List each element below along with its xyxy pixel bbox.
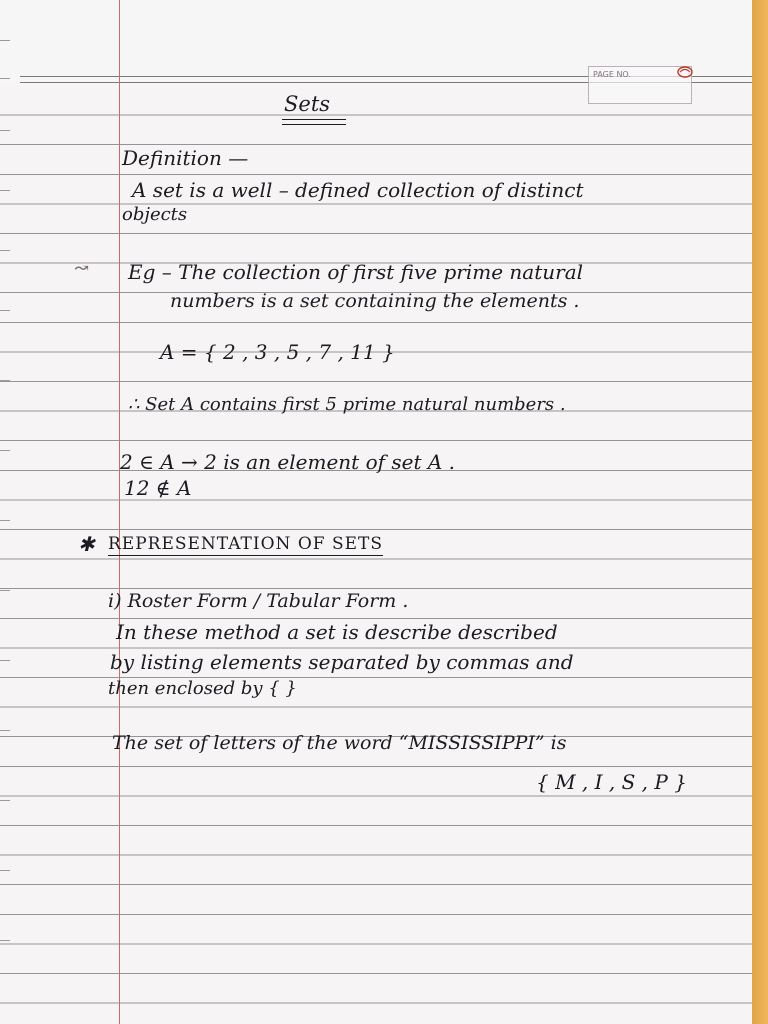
binding-mark <box>0 130 10 131</box>
page-title: Sets <box>284 92 331 116</box>
margin-mark: ↝ <box>74 258 90 279</box>
element-of-text: 2 ∈ A → 2 is an element of set A . <box>120 450 456 474</box>
binding-mark <box>0 940 10 941</box>
binding-mark <box>0 870 10 871</box>
binding-mark <box>0 310 10 311</box>
section-heading: REPRESENTATION OF SETS <box>108 534 383 554</box>
binding-mark <box>0 590 10 591</box>
brand-logo-icon <box>676 64 694 80</box>
binding-mark <box>0 78 10 79</box>
mississippi-set: { M , I , S , P } <box>536 770 687 794</box>
binding-mark <box>0 450 10 451</box>
not-element-of-text: 12 ∉ A <box>124 476 192 500</box>
page-edge <box>752 0 768 1024</box>
roster-text: then enclosed by { } <box>108 678 297 699</box>
definition-heading: Definition — <box>122 146 249 170</box>
set-a-expression: A = { 2 , 3 , 5 , 7 , 11 } <box>160 340 395 364</box>
title-underline <box>282 124 346 125</box>
roster-text: by listing elements separated by commas and <box>110 650 574 674</box>
title-underline <box>282 119 346 120</box>
example-text: numbers is a set containing the elements . <box>170 290 580 312</box>
conclusion-text: ∴ Set A contains first 5 prime natural numbers . <box>128 394 566 415</box>
binding-mark <box>0 730 10 731</box>
binding-mark <box>0 520 10 521</box>
example-text: Eg – The collection of first five prime natural <box>128 260 584 284</box>
margin-line <box>119 0 120 1024</box>
definition-text: objects <box>122 204 188 225</box>
binding-mark <box>0 250 10 251</box>
mississippi-example: The set of letters of the word “MISSISSIPPI” is <box>112 732 567 754</box>
roster-text: In these method a set is describe described <box>116 620 558 644</box>
binding-mark <box>0 190 10 191</box>
binding-mark <box>0 40 10 41</box>
binding-mark <box>0 380 10 381</box>
page-number-label: PAGE NO. <box>593 70 631 79</box>
binding-mark <box>0 800 10 801</box>
section-star: ✱ <box>78 532 95 556</box>
definition-text: A set is a well – defined collection of distinct <box>132 178 584 202</box>
roster-heading: i) Roster Form / Tabular Form . <box>108 590 409 612</box>
binding-mark <box>0 660 10 661</box>
